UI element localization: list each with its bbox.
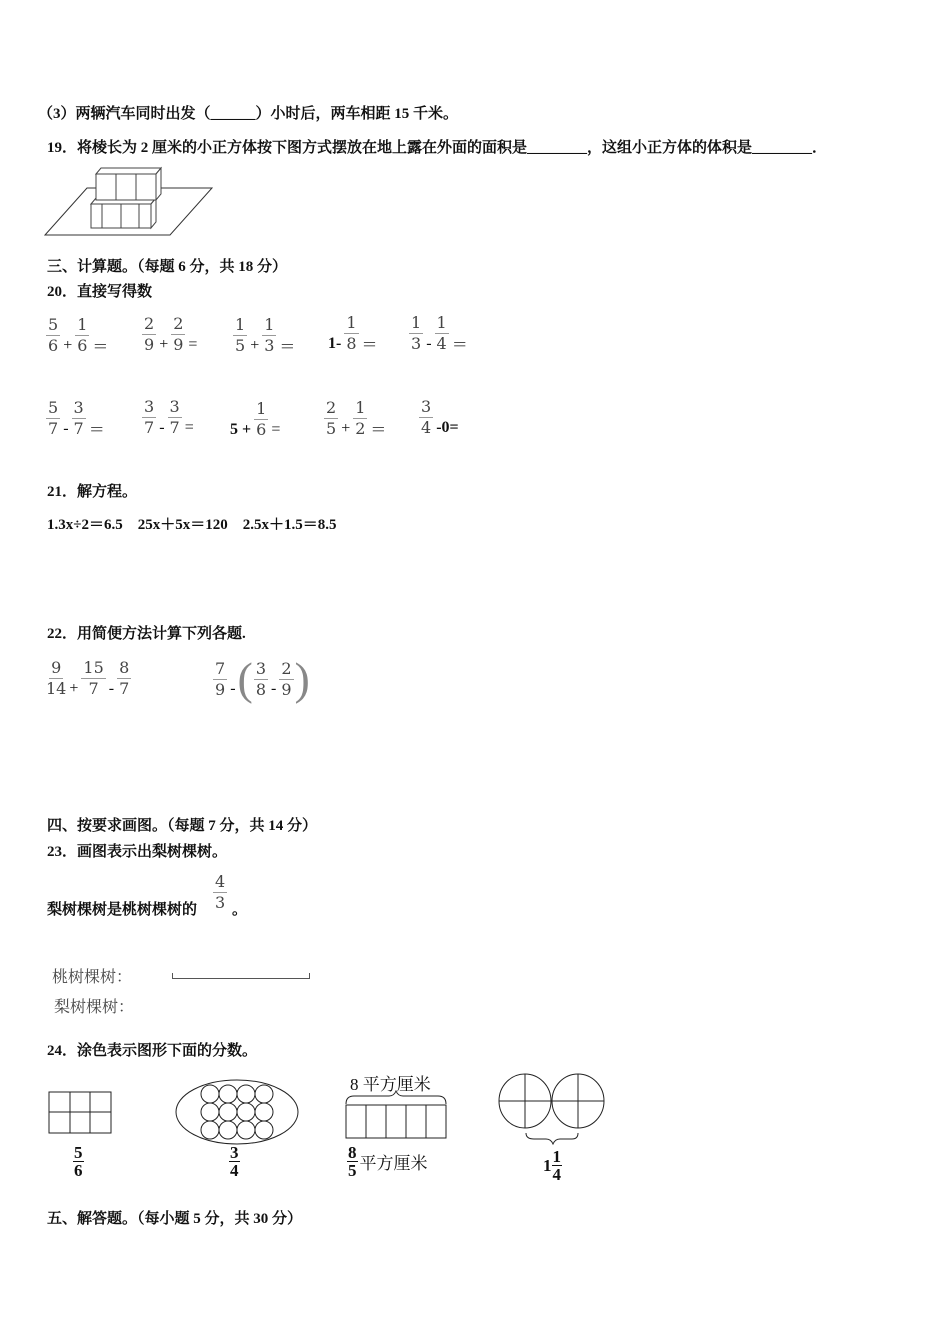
- expression: [141, 314, 199, 355]
- operator: ＝: [279, 339, 296, 356]
- rectangle-6-parts: [48, 1090, 114, 1136]
- question-23-text: 梨树棵树是桃树棵树的: [47, 902, 198, 918]
- fraction-5-6: [73, 1144, 84, 1179]
- small-circle: [237, 1121, 255, 1139]
- denominator: 4: [421, 418, 432, 437]
- operator: =: [271, 420, 281, 438]
- denominator: 7: [144, 418, 155, 437]
- fraction: [324, 398, 338, 439]
- denominator: 7: [88, 679, 99, 698]
- question-21: 21．解方程。: [47, 484, 138, 500]
- numerator: 2: [326, 398, 337, 417]
- numerator: 1: [411, 313, 422, 332]
- expression: [323, 397, 388, 440]
- expression: [326, 312, 380, 355]
- numerator: 2: [281, 658, 292, 678]
- numerator: 15: [83, 658, 104, 677]
- denominator: 6: [74, 1161, 83, 1180]
- small-circle: [255, 1103, 273, 1121]
- question-20: 20．直接写得数: [47, 284, 153, 300]
- denominator: 14: [46, 679, 67, 698]
- numerator: 2: [144, 314, 155, 333]
- operator: ＝: [361, 337, 378, 354]
- peach-segment: [172, 973, 310, 979]
- expression: [212, 653, 310, 704]
- denominator: 5: [235, 336, 246, 355]
- numerator: 5: [74, 1143, 83, 1162]
- numerator: 1: [436, 313, 447, 332]
- oval-with-12-circles: [174, 1078, 300, 1146]
- denominator: 8: [346, 334, 357, 353]
- denominator: 4: [230, 1161, 239, 1180]
- denominator: 6: [77, 336, 88, 355]
- denominator: 3: [264, 336, 275, 355]
- fraction: [75, 315, 89, 356]
- small-circle: [219, 1085, 237, 1103]
- area-label-top: 8 平方厘米: [350, 1075, 431, 1094]
- numerator: 5: [48, 315, 59, 334]
- question-18-3: （3）两辆汽车同时出发（______）小时后，两车相距 15 千米。: [38, 106, 459, 122]
- fraction: [254, 659, 268, 700]
- denominator: 2: [355, 419, 366, 438]
- small-circle: [201, 1085, 219, 1103]
- fraction: [46, 398, 60, 439]
- numerator: 3: [73, 398, 84, 417]
- numerator: 1: [235, 315, 246, 334]
- operator: ＝: [88, 422, 105, 439]
- unit-label: 平方厘米: [359, 1154, 428, 1173]
- small-circle: [255, 1085, 273, 1103]
- small-circle: [255, 1121, 273, 1139]
- operator: +: [63, 336, 73, 354]
- numerator: 3: [255, 658, 267, 678]
- numerator: 3: [144, 397, 155, 416]
- operator: -: [63, 419, 69, 437]
- denominator: 7: [48, 419, 59, 438]
- fraction: [233, 315, 247, 356]
- mixed-number: [543, 1148, 562, 1183]
- denominator: 6: [256, 420, 267, 439]
- numerator: 3: [169, 397, 180, 416]
- fraction: [435, 313, 449, 354]
- operator: =: [188, 335, 198, 353]
- two-circles-quartered: [498, 1073, 608, 1145]
- expression: [45, 397, 107, 440]
- denominator: 4: [436, 334, 447, 353]
- numerator: 3: [421, 397, 432, 416]
- fraction: [171, 314, 185, 355]
- small-circle: [237, 1103, 255, 1121]
- small-circle: [219, 1121, 237, 1139]
- period: 。: [232, 902, 248, 918]
- operator: -: [108, 679, 115, 697]
- question-24: 24．涂色表示图形下面的分数。: [47, 1043, 258, 1059]
- question-19: 19．将棱长为 2 厘米的小正方体按下图方式摆放在地上露在外面的面积是________，这组小正方体的体积是________．: [47, 140, 828, 156]
- fraction: [419, 397, 433, 438]
- numerator: 9: [51, 658, 62, 677]
- operator: -: [271, 680, 277, 697]
- denominator: 9: [144, 335, 155, 354]
- numerator: 1: [264, 315, 275, 334]
- numerator: 8: [119, 658, 130, 677]
- expression: [228, 399, 282, 440]
- numerator: 5: [48, 398, 59, 417]
- operator: +: [69, 679, 79, 697]
- question-23: 23．画图表示出梨树棵树。: [47, 844, 228, 860]
- numerator: 4: [215, 872, 226, 891]
- operator: +: [341, 419, 351, 437]
- area-fraction: [347, 1144, 428, 1179]
- operator: -0=: [436, 418, 459, 436]
- fraction: [117, 658, 131, 699]
- fraction: [254, 399, 268, 440]
- fraction: [262, 315, 276, 356]
- fraction: [142, 314, 156, 355]
- numerator: 1: [552, 1147, 561, 1166]
- small-circle: [219, 1103, 237, 1121]
- operator: ＝: [451, 337, 468, 354]
- fraction-4-3: [212, 872, 228, 913]
- equations: 1.3x÷2＝6.5 25x＋5x＝120 2.5x＋1.5＝8.5: [47, 517, 337, 533]
- fraction: [213, 659, 227, 700]
- parenthesis: (: [237, 653, 253, 704]
- expression: [45, 658, 132, 699]
- denominator: 9: [281, 679, 292, 699]
- peach-label: 桃树棵树：: [52, 969, 133, 986]
- fraction: [46, 315, 60, 356]
- fraction: [279, 659, 293, 700]
- section-4-heading: 四、按要求画图。（每题 7 分，共 14 分）: [47, 818, 318, 834]
- operator: ＝: [92, 339, 109, 356]
- fraction: [46, 658, 66, 699]
- denominator: 8: [255, 679, 267, 699]
- denominator: 5: [348, 1161, 357, 1180]
- pear-label: 梨树棵树：: [54, 999, 135, 1016]
- small-circle: [237, 1085, 255, 1103]
- operator: -: [159, 418, 165, 436]
- section-5-heading: 五、解答题。（每小题 5 分，共 30 分）: [47, 1211, 303, 1227]
- small-circle: [201, 1121, 219, 1139]
- cube-stack-figure: [44, 164, 216, 238]
- denominator: 7: [73, 419, 84, 438]
- fraction: [353, 398, 367, 439]
- numerator: 7: [215, 658, 226, 678]
- numerator: 3: [230, 1143, 239, 1162]
- denominator: 7: [169, 418, 180, 437]
- fraction: [72, 398, 86, 439]
- fraction: [409, 313, 423, 354]
- fraction-3-4: [229, 1144, 240, 1179]
- expression: [408, 312, 470, 355]
- operator: =: [184, 418, 194, 436]
- expression: [418, 397, 461, 438]
- small-circle: [201, 1103, 219, 1121]
- denominator: 6: [48, 336, 59, 355]
- whole-part: 1: [543, 1155, 552, 1175]
- denominator: 9: [215, 679, 226, 699]
- fraction-1-4: [552, 1148, 563, 1183]
- operator: 1-: [328, 334, 342, 352]
- fraction: [142, 397, 156, 438]
- parenthesis: ): [294, 653, 310, 704]
- operator: +: [159, 335, 169, 353]
- fraction: [344, 313, 358, 354]
- fraction: [168, 397, 182, 438]
- denominator: 5: [326, 419, 337, 438]
- rectangle-5-parts: [344, 1090, 448, 1140]
- expression: [232, 314, 297, 357]
- expression: [45, 314, 110, 357]
- numerator: 2: [173, 314, 184, 333]
- denominator: 4: [552, 1165, 561, 1184]
- question-22: 22．用简便方法计算下列各题.: [47, 626, 246, 642]
- denominator: 3: [411, 334, 422, 353]
- expression: [141, 397, 196, 438]
- numerator: 1: [256, 399, 267, 418]
- numerator: 1: [346, 313, 357, 332]
- operator: ＝: [370, 422, 387, 439]
- fraction: [81, 658, 105, 699]
- denominator: 3: [215, 893, 226, 912]
- denominator: 9: [173, 335, 184, 354]
- section-3-heading: 三、计算题。（每题 6 分，共 18 分）: [47, 259, 288, 275]
- fraction-8-5: [347, 1144, 358, 1179]
- numerator: 1: [355, 398, 366, 417]
- operator: 5 +: [230, 420, 252, 438]
- operator: -: [426, 334, 432, 352]
- numerator: 8: [348, 1143, 357, 1162]
- numerator: 1: [77, 315, 88, 334]
- denominator: 7: [119, 679, 130, 698]
- operator: +: [250, 336, 260, 354]
- operator: -: [230, 680, 236, 697]
